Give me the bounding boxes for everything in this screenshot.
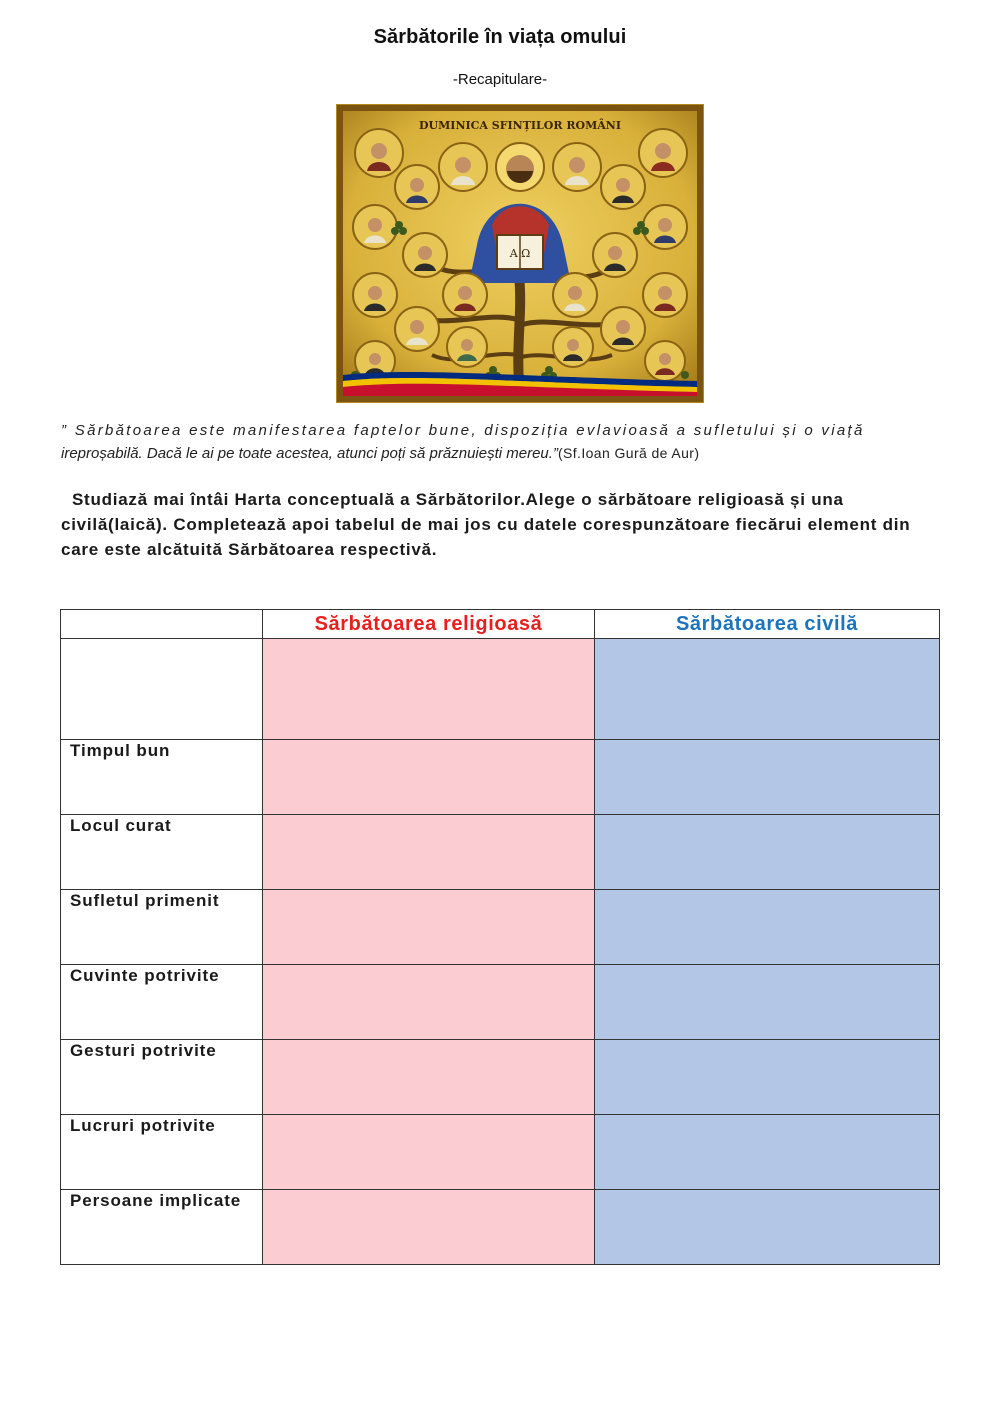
row-label-gesturi-potrivite: Gesturi potrivite — [61, 1040, 263, 1115]
header-empty-cell — [61, 610, 263, 639]
header-civil-holiday: Sărbătoarea civilă — [595, 610, 940, 639]
table-header-row — [61, 610, 940, 639]
quote-line-2-text: ireproșabilă. Dacă le ai pe toate acestea, atunci poți să prăznuiești mereu.” — [61, 445, 558, 462]
instructions — [61, 487, 941, 562]
quote-line-1: ” Sărbătoarea este manifestarea faptelor bune, dispoziția evlavioasă a sufletului și o viață — [61, 422, 865, 439]
worksheet-table — [60, 609, 940, 1265]
religious-answer-cell[interactable] — [263, 1040, 595, 1115]
row-label-lucruri-potrivite: Lucruri potrivite — [61, 1115, 263, 1190]
civil-answer-cell[interactable] — [595, 815, 940, 890]
quote-author: (Sf.Ioan Gură de Aur) — [557, 445, 700, 461]
table-row — [61, 1115, 940, 1190]
civil-answer-cell[interactable] — [595, 639, 940, 740]
quote — [61, 420, 941, 465]
page-subtitle: -Recapitulare- — [452, 71, 548, 88]
row-label-cuvinte-potrivite: Cuvinte potrivite — [61, 965, 263, 1040]
religious-answer-cell[interactable] — [263, 1190, 595, 1265]
row-label-timpul-bun: Timpul bun — [61, 740, 263, 815]
civil-answer-cell[interactable] — [595, 1115, 940, 1190]
table-row — [61, 890, 940, 965]
header-religious-holiday: Sărbătoarea religioasă — [263, 610, 595, 639]
page-title: Sărbătorile în viața omului — [373, 26, 627, 48]
row-label-locul-curat: Locul curat — [61, 815, 263, 890]
table-row — [61, 1190, 940, 1265]
icon-image-saints-tree — [336, 104, 704, 403]
civil-answer-cell[interactable] — [595, 740, 940, 815]
svg-text:A Ω: A Ω — [509, 247, 531, 260]
icon-caption: DUMINICA SFINȚILOR ROMÂNI — [419, 119, 621, 132]
row-label — [61, 639, 263, 740]
table-row — [61, 965, 940, 1040]
table-row — [61, 815, 940, 890]
civil-answer-cell[interactable] — [595, 890, 940, 965]
row-label-persoane-implicate: Persoane implicate — [61, 1190, 263, 1265]
table-row — [61, 1040, 940, 1115]
civil-answer-cell[interactable] — [595, 1190, 940, 1265]
civil-answer-cell[interactable] — [595, 1040, 940, 1115]
religious-answer-cell[interactable] — [263, 1115, 595, 1190]
instructions-text: Studiază mai întâi Harta conceptuală a Sărbătorilor.Alege o sărbătoare religioasă și una civilă(laică). Completează apoi tabelul de mai jos cu datele corespunzătoare fiecărui element din care este alcătuită Sărbătoarea respectivă. — [61, 490, 911, 559]
row-label-sufletul-primenit: Sufletul primenit — [61, 890, 263, 965]
religious-answer-cell[interactable] — [263, 740, 595, 815]
religious-answer-cell[interactable] — [263, 890, 595, 965]
religious-answer-cell[interactable] — [263, 965, 595, 1040]
religious-answer-cell[interactable] — [263, 815, 595, 890]
religious-answer-cell[interactable] — [263, 639, 595, 740]
table-row — [61, 740, 940, 815]
civil-answer-cell[interactable] — [595, 965, 940, 1040]
quote-line-2 — [61, 442, 941, 465]
table-row — [61, 639, 940, 740]
